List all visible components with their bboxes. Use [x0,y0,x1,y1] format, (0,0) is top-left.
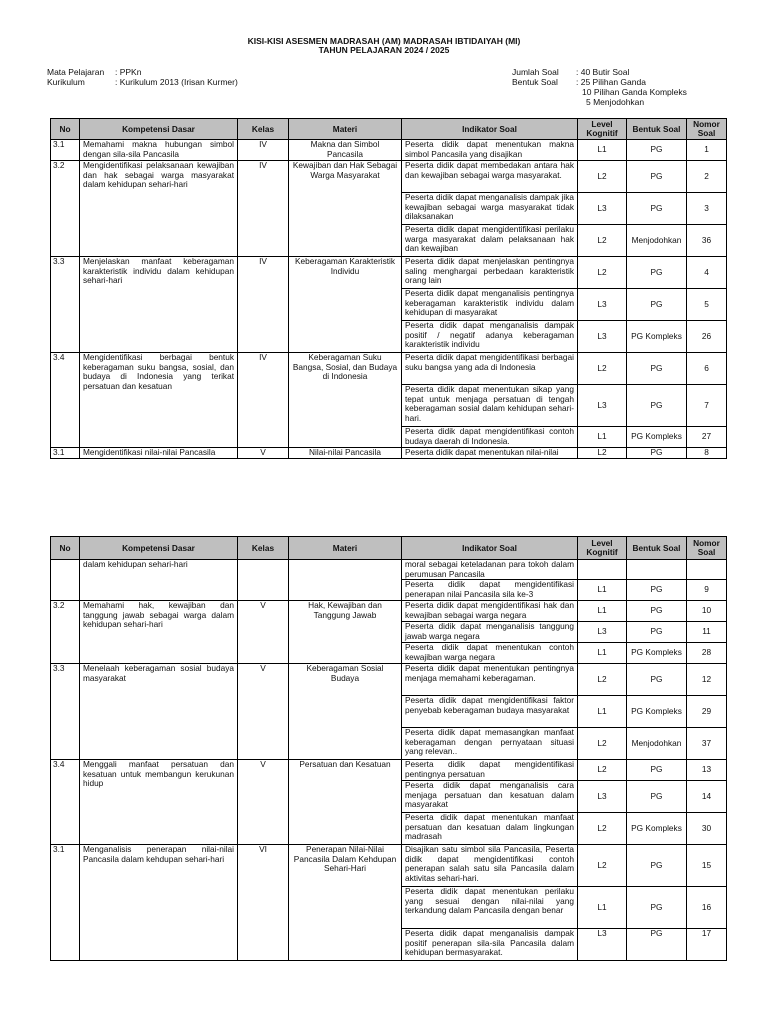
cell-materi: Kewajiban dan Hak Sebagai Warga Masyarakat [289,161,402,257]
cell-level: L1 [578,643,627,664]
meta-curriculum-key: Kurikulum [47,77,85,87]
cell-nomor: 29 [687,696,727,728]
cell-nomor: 1 [687,140,727,161]
cell-bentuk: PG [627,353,687,385]
cell-nomor: 17 [687,929,727,961]
cell-indikator: Peserta didik dapat mengidentifikasi penerapan nilai Pancasila sila ke-3 [402,580,578,601]
cell-level [578,560,627,580]
col-header-level: Level Kognitif [578,119,627,140]
table-row [51,845,727,887]
cell-bentuk: PG [627,887,687,929]
table-header-row [51,119,727,140]
cell-nomor: 10 [687,601,727,622]
cell-no: 3.4 [51,353,80,448]
cell-materi: Penerapan Nilai-Nilai Pancasila Dalam Kehdupan Sehari-Hari [289,845,402,961]
cell-kelas: V [238,601,289,664]
cell-level: L2 [578,845,627,887]
cell-kd: dalam kehidupan sehari-hari [80,560,238,601]
cell-nomor: 12 [687,664,727,696]
cell-kd: Menganalisis penerapan nilai-nilai Pancasila dalam kehdupan sehari-hari [80,845,238,961]
cell-kelas: IV [238,140,289,161]
cell-level: L2 [578,664,627,696]
table-row [51,560,727,580]
col-header-level: Level Kognitif [578,537,627,560]
cell-indikator: Peserta didik dapat menentukan nilai-nilai [402,448,578,459]
table-row [51,140,727,161]
cell-nomor: 5 [687,289,727,321]
cell-no: 3.3 [51,257,80,353]
cell-level: L2 [578,728,627,760]
cell-nomor: 28 [687,643,727,664]
cell-bentuk: PG [627,580,687,601]
cell-nomor: 14 [687,781,727,813]
col-header-kelas: Kelas [238,119,289,140]
cell-level: L2 [578,353,627,385]
cell-indikator: Peserta didik dapat menganalisis dampak jika kewajiban sebagai warga masyarakat tidak dilaksanakan [402,193,578,225]
meta-subject-key: Mata Pelajaran [47,67,105,77]
meta-type-value: : 25 Pilihan Ganda [576,77,646,87]
cell-materi: Nilai-nilai Pancasila [289,448,402,459]
cell-kd: Memahami hak, kewajiban dan tanggung jawab sebagai warga dalam kehidupan sehari-hari [80,601,238,664]
table-row [51,353,727,385]
cell-indikator: Peserta didik dapat mengidentifikasi contoh budaya daerah di Indonesia. [402,427,578,448]
cell-level: L3 [578,781,627,813]
cell-nomor: 3 [687,193,727,225]
cell-kelas [238,560,289,601]
meta-type-cont1: 10 Pilihan Ganda Kompleks [582,87,687,97]
meta-type-cont2: 5 Menjodohkan [586,97,645,107]
cell-bentuk: PG [627,622,687,643]
meta-curriculum-value: : Kurikulum 2013 (Irisan Kurmer) [115,77,238,87]
grid-table-2 [50,536,727,961]
cell-indikator: Peserta didik dapat menganalisis tanggung jawab warga negara [402,622,578,643]
cell-materi: Keberagaman Suku Bangsa, Sosial, dan Budaya di Indonesia [289,353,402,448]
cell-no: 3.4 [51,760,80,845]
cell-indikator: Disajikan satu simbol sila Pancasila, Peserta didik dapat mengidentifikasi contoh penerapan salah satu sila Pancasila dalam aktivitas sehari-hari. [402,845,578,887]
cell-no: 3.1 [51,845,80,961]
meta-left [47,67,238,87]
cell-no: 3.3 [51,664,80,760]
cell-indikator: Peserta didik dapat menganalisis cara menjaga persatuan dan kesatuan dalam masyarakat [402,781,578,813]
cell-level: L3 [578,622,627,643]
cell-bentuk: PG Kompleks [627,427,687,448]
cell-bentuk: PG [627,929,687,961]
cell-bentuk: PG [627,845,687,887]
cell-level: L2 [578,760,627,781]
cell-kd: Mengidentifikasi pelaksanaan kewajiban dan hak sebagai warga masyarakat dalam kehidupan sehari-hari [80,161,238,257]
col-header-kelas: Kelas [238,537,289,560]
cell-indikator: Peserta didik dapat membedakan antara hak dan kewajiban sebagai warga masyarakat. [402,161,578,193]
col-header-indikator: Indikator Soal [402,119,578,140]
cell-level: L1 [578,696,627,728]
cell-bentuk: PG [627,193,687,225]
col-header-no: No [51,537,80,560]
meta-count-value: : 40 Butir Soal [576,67,630,77]
cell-bentuk: PG [627,385,687,427]
cell-materi: Keberagaman Karakteristik Individu [289,257,402,353]
cell-no: 3.1 [51,140,80,161]
cell-level: L3 [578,193,627,225]
col-header-nomor: Nomor Soal [687,537,727,560]
cell-indikator: Peserta didik dapat mengidentifikasi faktor penyebab keberagaman budaya masyarakat [402,696,578,728]
cell-kd: Menggali manfaat persatuan dan kesatuan untuk membangun kerukunan hidup [80,760,238,845]
cell-level: L1 [578,580,627,601]
cell-no [51,560,80,601]
cell-kelas: V [238,664,289,760]
cell-bentuk: PG Kompleks [627,321,687,353]
cell-level: L3 [578,289,627,321]
table-row [51,601,727,622]
cell-nomor: 36 [687,225,727,257]
cell-bentuk: PG [627,601,687,622]
cell-nomor: 13 [687,760,727,781]
cell-bentuk: Menjodohkan [627,728,687,760]
cell-level: L2 [578,161,627,193]
cell-materi [289,560,402,601]
cell-indikator: Peserta didik dapat mengidentifikasi perilaku warga masyarakat dalam pelaksanaan hak dan kewajiban [402,225,578,257]
col-header-bentuk: Bentuk Soal [627,537,687,560]
cell-level: L2 [578,448,627,459]
cell-bentuk: PG Kompleks [627,696,687,728]
col-header-kd: Kompetensi Dasar [80,119,238,140]
cell-bentuk: PG [627,781,687,813]
document-title-line2: TAHUN PELAJARAN 2024 / 2025 [318,45,450,55]
meta-right [512,67,687,107]
cell-nomor: 9 [687,580,727,601]
cell-bentuk: PG [627,257,687,289]
cell-indikator: moral sebagai keteladanan para tokoh dalam perumusan Pancasila [402,560,578,580]
meta-count-key: Jumlah Soal [512,67,559,77]
cell-bentuk: PG Kompleks [627,813,687,845]
col-header-bentuk: Bentuk Soal [627,119,687,140]
cell-no: 3.2 [51,601,80,664]
cell-nomor: 2 [687,161,727,193]
cell-nomor [687,560,727,580]
cell-kelas: IV [238,353,289,448]
cell-bentuk [627,560,687,580]
table-row [51,161,727,193]
col-header-indikator: Indikator Soal [402,537,578,560]
cell-materi: Keberagaman Sosial Budaya [289,664,402,760]
col-header-kd: Kompetensi Dasar [80,537,238,560]
cell-nomor: 4 [687,257,727,289]
cell-indikator: Peserta didik dapat menentukan perilaku yang sesuai dengan nilai-nilai yang terkandung dalam Pancasila dengan benar [402,887,578,929]
cell-kelas: IV [238,257,289,353]
cell-indikator: Peserta didik dapat menjelaskan pentingnya saling menghargai perbedaan karakteristik orang lain [402,257,578,289]
cell-indikator: Peserta didik dapat mengidentifikasi pentingnya persatuan [402,760,578,781]
cell-nomor: 7 [687,385,727,427]
cell-nomor: 8 [687,448,727,459]
cell-level: L2 [578,813,627,845]
cell-bentuk: PG [627,289,687,321]
meta-subject-value: : PPKn [115,67,142,77]
cell-indikator: Peserta didik dapat mengidentifikasi hak dan kewajiban sebagai warga negara [402,601,578,622]
cell-nomor: 27 [687,427,727,448]
cell-no: 3.2 [51,161,80,257]
cell-kelas: IV [238,161,289,257]
col-header-nomor: Nomor Soal [687,119,727,140]
cell-indikator: Peserta didik dapat menganalisis dampak positif penerapan sila-sila Pancasila dalam kehidupan bermasyarakat. [402,929,578,961]
table-row [51,448,727,459]
cell-level: L3 [578,321,627,353]
cell-kelas: V [238,448,289,459]
cell-indikator: Peserta didik dapat menganalisis pentingnya keberagaman karakteristik individu dalam kehidupan di masyarakat [402,289,578,321]
cell-level: L1 [578,427,627,448]
cell-kelas: V [238,760,289,845]
grid-table-1 [50,118,727,459]
cell-kd: Menelaah keberagaman sosial budaya masyarakat [80,664,238,760]
cell-bentuk: PG [627,760,687,781]
col-header-materi: Materi [289,537,402,560]
cell-no: 3.1 [51,448,80,459]
col-header-materi: Materi [289,119,402,140]
cell-bentuk: PG [627,161,687,193]
cell-nomor: 37 [687,728,727,760]
cell-level: L1 [578,887,627,929]
cell-bentuk: PG Kompleks [627,643,687,664]
cell-bentuk: PG [627,664,687,696]
meta-type-key: Bentuk Soal [512,77,558,87]
cell-materi: Persatuan dan Kesatuan [289,760,402,845]
col-header-no: No [51,119,80,140]
cell-level: L3 [578,929,627,961]
cell-level: L1 [578,140,627,161]
cell-indikator: Peserta didik dapat mengidentifikasi berbagai suku bangsa yang ada di Indonesia [402,353,578,385]
cell-bentuk: PG [627,448,687,459]
cell-indikator: Peserta didik dapat menganalisis dampak positif / negatif adanya keberagaman karakteristik individu [402,321,578,353]
cell-nomor: 15 [687,845,727,887]
cell-kd: Memahami makna hubungan simbol dengan sila-sila Pancasila [80,140,238,161]
cell-indikator: Peserta didik dapat menentukan pentingnya menjaga memahami keberagaman. [402,664,578,696]
cell-materi: Hak, Kewajiban dan Tanggung Jawab [289,601,402,664]
cell-kd: Mengidentifikasi nilai-nilai Pancasila [80,448,238,459]
table-row [51,664,727,696]
cell-indikator: Peserta didik dapat menentukan sikap yang tepat untuk menjaga persatuan di tengah keberagaman sosial dalam kehidupan sehari-hari. [402,385,578,427]
table-header-row [51,537,727,560]
cell-level: L2 [578,257,627,289]
cell-kd: Menjelaskan manfaat keberagaman karakteristik individu dalam kehidupan sehari-hari [80,257,238,353]
cell-nomor: 16 [687,887,727,929]
document-title-line1: KISI-KISI ASESMEN MADRASAH (AM) MADRASAH IBTIDAIYAH (MI) [247,36,521,46]
cell-nomor: 26 [687,321,727,353]
cell-level: L1 [578,601,627,622]
table-row [51,257,727,289]
cell-indikator: Peserta didik dapat menentukan makna simbol Pancasila yang disajikan [402,140,578,161]
table-row [51,760,727,781]
cell-bentuk: Menjodohkan [627,225,687,257]
cell-level: L3 [578,385,627,427]
cell-nomor: 11 [687,622,727,643]
cell-kelas: VI [238,845,289,961]
cell-materi: Makna dan Simbol Pancasila [289,140,402,161]
cell-indikator: Peserta didik dapat memasangkan manfaat keberagaman dengan pernyataan situasi yang relevan.. [402,728,578,760]
cell-indikator: Peserta didik dapat menentukan contoh kewajiban warga negara [402,643,578,664]
cell-indikator: Peserta didik dapat menentukan manfaat persatuan dan kesatuan dalam lingkungan madrasah [402,813,578,845]
cell-kd: Mengidentifikasi berbagai bentuk keberagaman suku bangsa, sosial, dan budaya di Indonesia yang terikat persatuan dan kesatuan [80,353,238,448]
cell-bentuk: PG [627,140,687,161]
cell-nomor: 30 [687,813,727,845]
cell-level: L2 [578,225,627,257]
cell-nomor: 6 [687,353,727,385]
